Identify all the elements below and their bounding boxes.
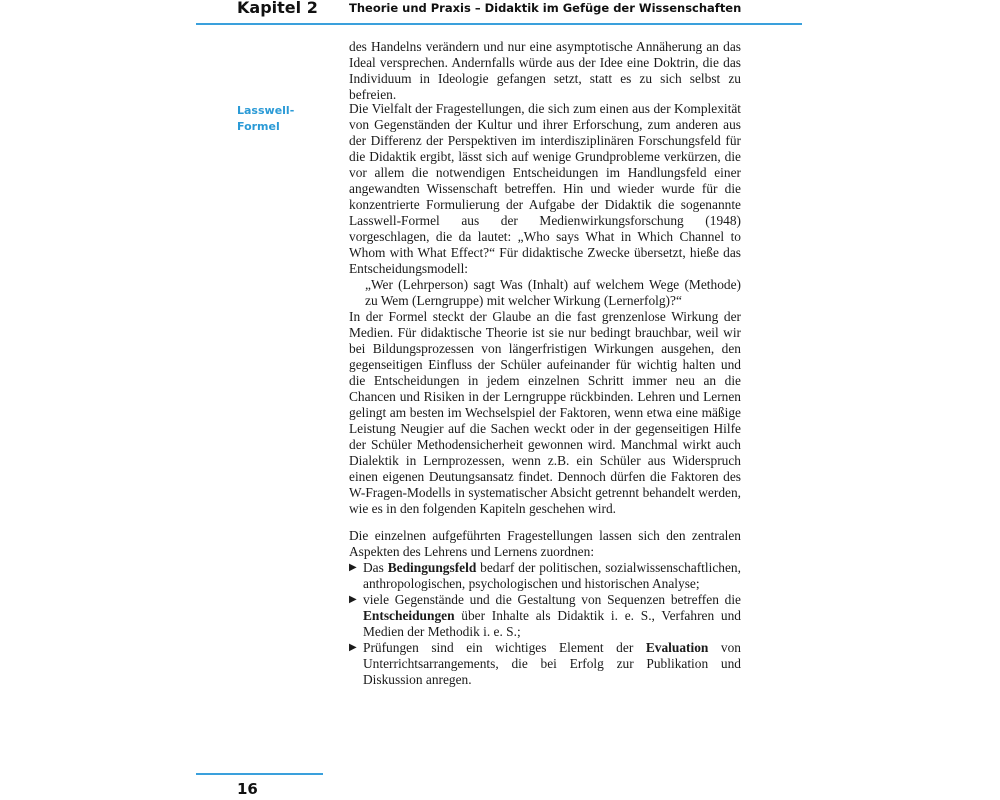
list-item [349,640,741,688]
text-block-intro [349,39,741,103]
list-item-text: bedarf der politischen, sozialwissenschaftlichen, anthropologischen, psychologischen und historischen Analyse; [363,560,741,591]
chapter-label: Kapitel 2 [237,0,318,17]
chapter-title: Theorie und Praxis – Didaktik im Gefüge der Wissenschaften [349,1,742,15]
aspects-list [349,560,741,688]
list-item-keyword: Bedingungsfeld [387,560,477,575]
list-item-keyword: Evaluation [645,640,709,655]
text-block-aspects [349,528,741,688]
block-quote: „Wer (Lehrperson) sagt Was (Inhalt) auf welchem Wege (Methode) zu Wem (Lerngruppe) mit welcher Wirkung (Lernerfolg)?“ [365,277,741,308]
margin-note-line: Lasswell- [237,104,295,117]
triangle-right-icon: ▶ [349,642,357,653]
paragraph: In der Formel steckt der Glaube an die fast grenzenlose Wirkung der Medien. Für didaktische Theorie ist sie nur bedingt brauchbar, weil wir bei Bildungsprozessen von längerfristigen Wirkungen ausgehen, den gegenseitigen Einfluss der Schüler aufeinander für wichtig halten und die Entscheidungen in jedem einzelnen Schritt immer neu an die Chancen und Risiken in der Lerngruppe rückbinden. Lehren und Lernen gelingt am besten im Wechselspiel der Faktoren, wenn etwa eine mäßige Leistung Neugier auf die Sachen weckt oder in der gegenseitigen Hilfe der Schüler Methodensicherheit gewonnen wird. Manchmal wirkt auch Dialektik in Lernprozessen, wenn z.B. ein Schüler aus Widerspruch einen eigenen Deutungsansatz findet. Dennoch dürfen die Faktoren des W-Fragen-Modells in systematischer Absicht getrennt behandelt werden, wie es in den folgenden Kapiteln geschehen wird. [349,309,741,516]
page-number: 16 [237,780,258,798]
margin-note-lasswell [237,103,294,135]
list-item-text: über Inhalte als Didaktik i. e. S., Verfahren und Medien der Methodik i. e. S.; [363,608,741,639]
list-item-keyword: Entscheidungen [363,608,455,623]
paragraph: Die Vielfalt der Fragestellungen, die sich zum einen aus der Komplexität von Gegenständen der Kultur und ihrer Erforschung, zum anderen aus der Differenz der Perspektiven im interdisziplinären Forschungsfeld für die Didaktik ergibt, lässt sich auf wenige Grundprobleme verkürzen, die vor allem die notwendigen Entscheidungen im Handlungsfeld einer angewandten Wissenschaft betreffen. Hin und wieder wurde für die konzentrierte Formulierung der Aufgabe der Didaktik die sogenannte Lasswell-Formel aus der Medienwirkungsforschung (1948) vorgeschlagen, die da lautet: „Who says What in Which Channel to Whom with What Effect?“ Für didaktische Zwecke übersetzt, hieße das Entscheidungsmodell: [349,101,741,276]
header-rule [196,23,802,25]
list-item [349,592,741,640]
list-item-text: Das [363,560,388,575]
paragraph: des Handelns verändern und nur eine asymptotische Annäherung an das Ideal versprechen. Andernfalls würde aus der Idee eine Doktrin, die das Individuum in Ideologie gefangen setzt, statt es zu sich selbst zu befreien. [349,39,741,102]
list-item-text: Prüfungen sind ein wichtiges Element der [363,640,646,655]
triangle-right-icon: ▶ [349,562,357,573]
list-item [349,560,741,592]
list-item-text: viele Gegenstände und die Gestaltung von Sequenzen betreffen die [363,592,741,607]
list-item-text: von Unterrichtsarrangements, die bei Erfolg zur Publikation und Diskussion anregen. [363,640,742,687]
text-block-main [349,101,741,517]
footer-rule [196,773,323,775]
margin-note-line: Formel [237,120,280,133]
paragraph: Die einzelnen aufgeführten Fragestellungen lassen sich den zentralen Aspekten des Lehrens und Lernens zuordnen: [349,528,741,559]
triangle-right-icon: ▶ [349,594,357,605]
